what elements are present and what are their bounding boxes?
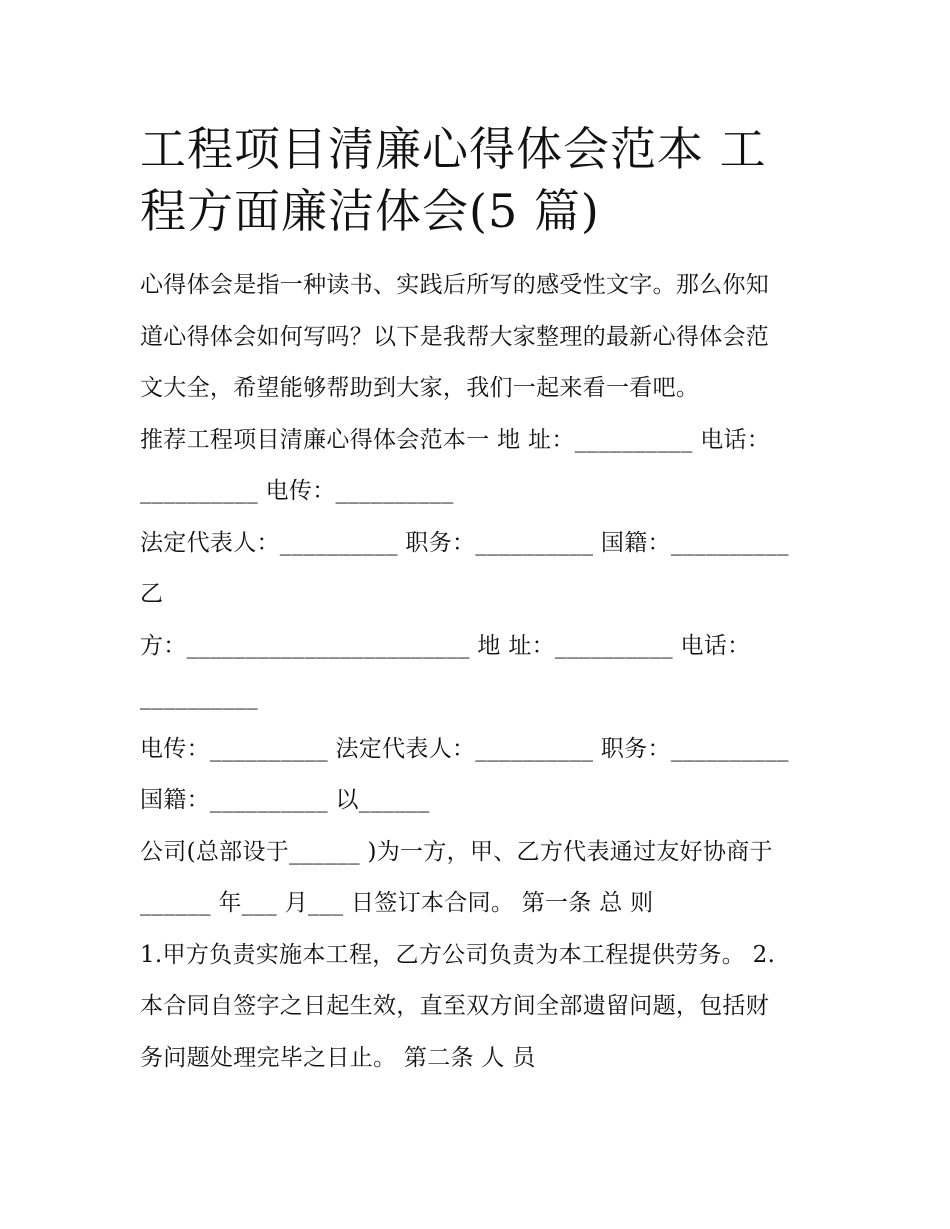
body-line: 公司(总部设于______ )为一方，甲、乙方代表通过友好协商于 [140,838,773,865]
title-line-2: 程方面廉洁体会(5 篇) [140,184,600,238]
body-line: 务问题处理完毕之日止。 第二条 人 员 [140,1044,536,1071]
body-line: 法定代表人：__________ 职务：__________ 国籍：__________ [140,529,789,556]
body-line: 本合同自签字之日起生效，直至双方间全部遗留问题，包括财 [140,993,770,1019]
body-line: __________ 电传：__________ [140,478,454,504]
body-line: 1.甲方负责实施本工程，乙方公司负责为本工程提供劳务。 2. [140,941,776,968]
body-line: 文大全，希望能够帮助到大家，我们一起来看一看吧。 [140,375,700,401]
document-body [140,260,815,1084]
body-line: __________ [140,684,258,710]
body-line: 电传：__________ 法定代表人：__________ 职务：__________ [140,735,789,762]
body-line: 道心得体会如何写吗？以下是我帮大家整理的最新心得体会范 [140,323,770,350]
body-line: ______ 年___ 月___ 日签订本合同。 第一条 总 则 [140,890,654,916]
document-content [140,118,815,1084]
body-line: 心得体会是指一种读书、实践后所写的感受性文字。那么你知 [140,272,770,298]
body-line: 乙 [140,581,164,607]
body-line: 推荐工程项目清廉心得体会范本一 地 址：__________ 电话： [140,426,771,453]
body-line: 方：________________________ 地 址：__________ 电话： [140,632,751,659]
document-title [140,118,815,242]
title-line-1: 工程项目清廉心得体会范本 工 [140,122,767,176]
body-line: 国籍：__________ 以______ [140,787,430,813]
